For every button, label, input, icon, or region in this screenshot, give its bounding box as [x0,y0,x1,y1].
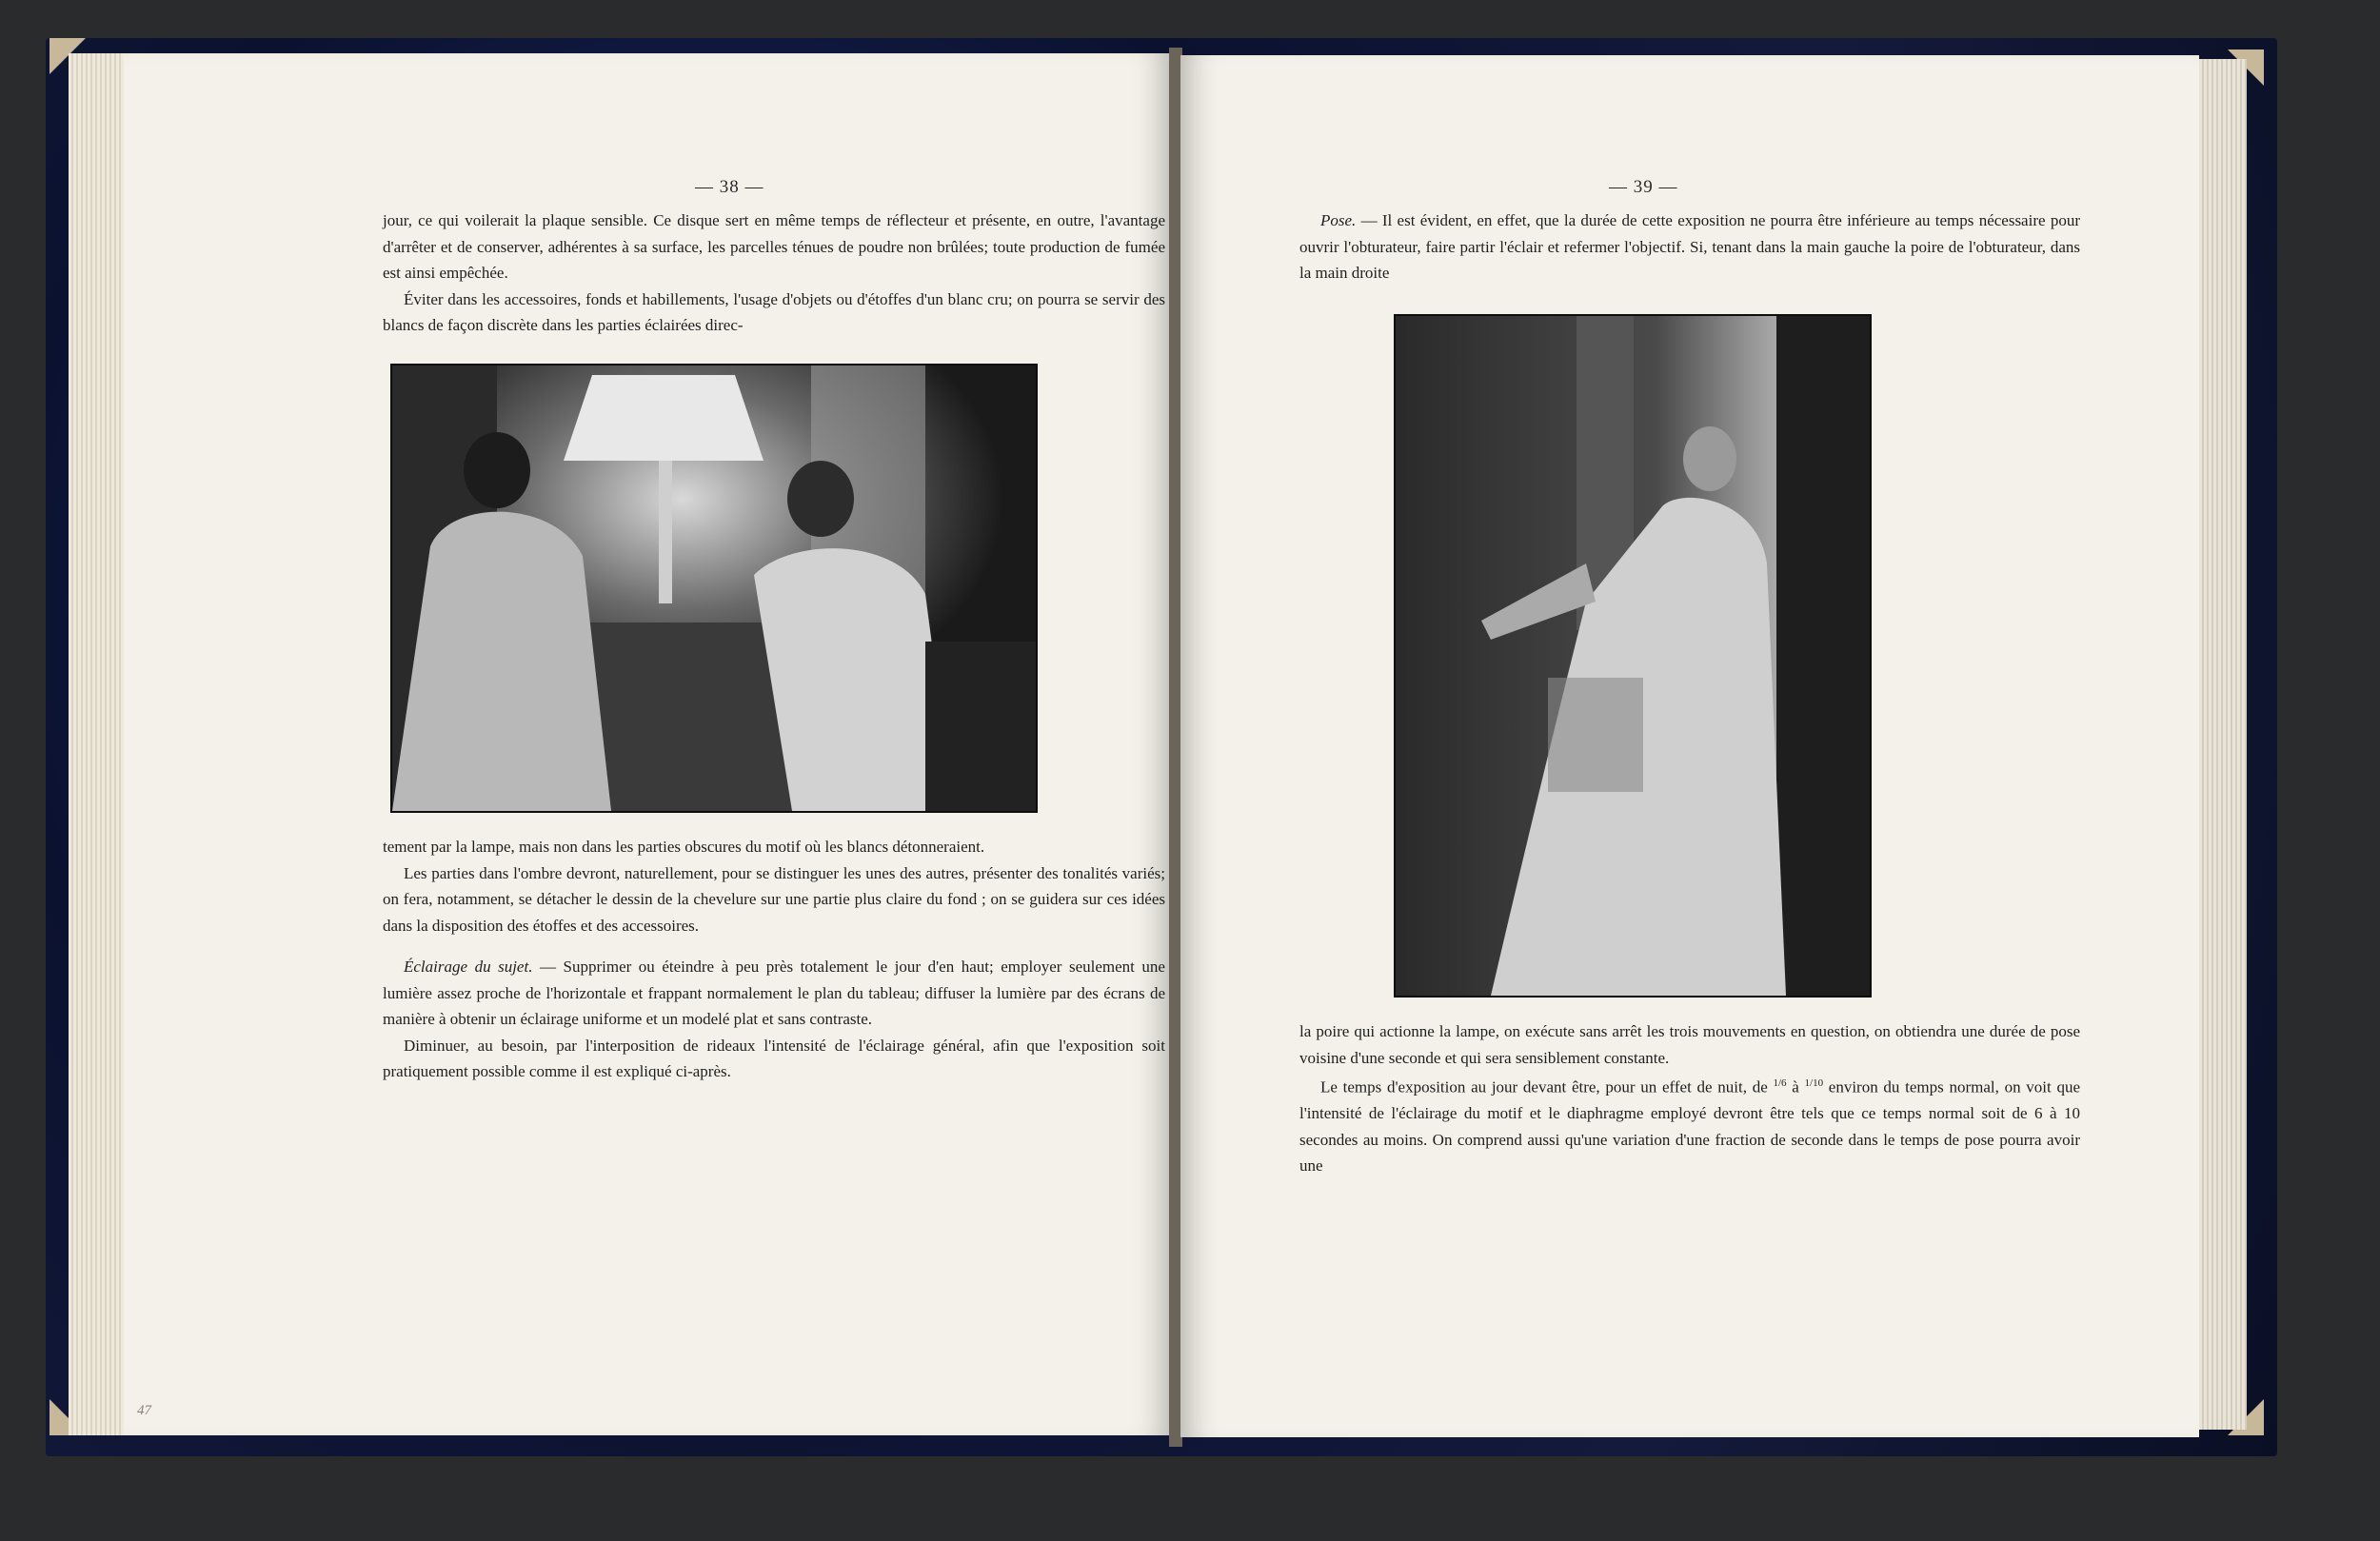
paragraph: Diminuer, au besoin, par l'interposition de rideaux l'intensité de l'éclairage général, afin que l'exposition soit pratiquement possible comme il est expliqué ci-après. [383,1036,1165,1080]
fraction: 1/6 [1773,1077,1787,1089]
text-top [383,207,1165,339]
paragraph: la poire qui actionne la lampe, on exécute sans arrêt les trois mouvements en question, on obtiendra une durée de pose voisine d'une seconde et qui sera sensiblement constante. [1299,1022,2080,1067]
photo-image [1396,316,1870,996]
section-title: Éclairage du sujet. [404,958,533,976]
text-bottom [383,834,1165,1085]
paragraph: tement par la lampe, mais non dans les parties obscures du motif où les blancs détonneraient. [383,838,985,856]
text-span: à [1786,1077,1805,1096]
fraction: 1/10 [1804,1077,1824,1089]
text-top [1299,207,2080,286]
pencil-mark: 47 [137,1403,151,1418]
text-span: environ du temps normal, on voit que l'intensité de l'éclairage du motif et le diaphragme employé devront être tels que ce temps normal soit de 6 à 10 secondes au moins. On comprend aussi qu'une variation d'une fraction de seconde dans le temps de pose pourra avoir une [1299,1077,2081,1176]
photo-image [392,365,1036,811]
paragraph [383,954,1165,1033]
paragraph [1299,207,2080,286]
photograph-two-women-lamp [390,364,1038,813]
page-number: — 38 — [695,177,764,197]
right-page [1180,55,2199,1437]
section-text: — Supprimer ou éteindre à peu près totalement le jour d'en haut; employer seulement une lumière assez proche de l'horizontale et frappant normalement le plan du tableau; diffuser la lumière par des écrans de manière à obtenir un éclairage uniforme et un modelé plat et sans contraste. [383,958,1165,1028]
page-number: — 39 — [1609,177,1678,197]
paragraph: jour, ce qui voilerait la plaque sensible. Ce disque sert en même temps de réflecteur et présente, en outre, l'avantage d'arrêter et de conserver, adhérentes à sa surface, les parcelles ténues de poudre non brûlées; toute production de fumée est ainsi empêchée. [383,211,1165,282]
section-title: Pose. [1320,211,1357,229]
paragraph: Éviter dans les accessoires, fonds et habillements, l'usage d'objets ou d'étoffes d'un blanc cru; on pourra se servir des blancs de façon discrète dans les parties éclairées direc- [383,289,1165,334]
paragraph [1299,1071,2080,1179]
left-page [124,53,1171,1435]
text-bottom [1299,1018,2080,1179]
paragraph: Les parties dans l'ombre devront, naturellement, pour se distinguer les unes des autres, présenter des tonalités variés; on fera, notamment, se détacher le dessin de la chevelure sur une partie plus claire du fond ; on se guidera sur ces idées dans la disposition des étoffes et des accessoires. [383,863,1165,935]
section-text: — Il est évident, en effet, que la durée de cette exposition ne pourra être inférieure au temps nécessaire pour ouvrir l'obturateur, faire partir l'éclair et refermer l'objectif. Si, tenant dans la main gauche la poire de l'obturateur, dans la main droite [1299,211,2080,282]
photograph-woman-at-window [1394,314,1872,998]
text-span: Le temps d'exposition au jour devant être, pour un effet de nuit, de [1320,1077,1774,1096]
